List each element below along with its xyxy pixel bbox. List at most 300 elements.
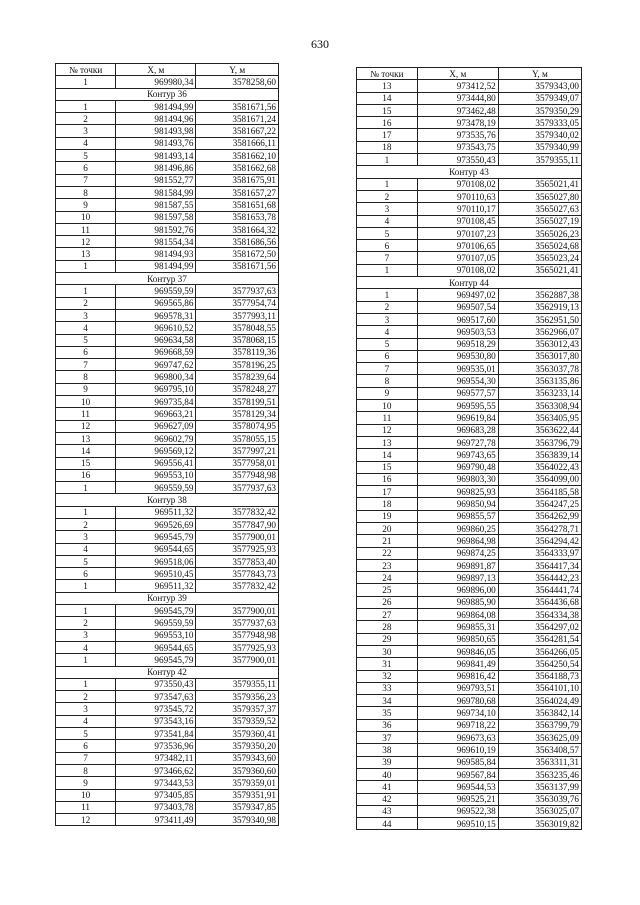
y-coordinate-cell: 3581666,11 — [196, 137, 279, 149]
point-number-cell: 10 — [56, 789, 116, 801]
y-coordinate-cell: 3579340,02 — [498, 129, 581, 141]
y-coordinate-cell: 3581657,27 — [196, 186, 279, 198]
point-number-cell: 20 — [357, 522, 418, 534]
x-coordinate-cell: 969663,21 — [116, 408, 196, 420]
point-number-cell: 1 — [56, 100, 116, 112]
y-coordinate-cell: 3581662,10 — [196, 150, 279, 162]
x-coordinate-cell: 970108,45 — [417, 215, 498, 227]
point-number-cell: 16 — [56, 469, 116, 481]
x-coordinate-cell: 969511,32 — [116, 580, 196, 592]
point-number-cell: 4 — [357, 326, 418, 338]
x-coordinate-cell: 969800,34 — [116, 371, 196, 383]
y-coordinate-cell: 3581671,56 — [196, 260, 279, 272]
table-row — [56, 457, 279, 469]
point-number-cell: 4 — [357, 215, 418, 227]
y-coordinate-cell: 3581671,24 — [196, 113, 279, 125]
x-coordinate-cell: 981493,76 — [116, 137, 196, 149]
x-coordinate-cell: 969510,15 — [417, 818, 498, 830]
table-row — [357, 104, 582, 116]
point-number-cell: 35 — [357, 707, 418, 719]
section-header-row — [357, 277, 582, 289]
table-row — [56, 100, 279, 112]
point-number-cell: 10 — [56, 211, 116, 223]
x-coordinate-cell: 969747,62 — [116, 359, 196, 371]
table-row — [56, 641, 279, 653]
table-row — [56, 199, 279, 211]
x-coordinate-cell: 969507,54 — [417, 301, 498, 313]
y-coordinate-cell: 3563839,14 — [498, 449, 581, 461]
x-coordinate-cell: 970110,17 — [417, 203, 498, 215]
x-coordinate-cell: 969891,87 — [417, 559, 498, 571]
table-row — [357, 609, 582, 621]
point-number-cell: 13 — [357, 436, 418, 448]
table-row — [357, 264, 582, 276]
table-row — [56, 285, 279, 297]
table-row — [56, 568, 279, 580]
point-number-cell: 13 — [357, 80, 418, 92]
y-coordinate-cell: 3578048,55 — [196, 322, 279, 334]
x-coordinate-cell: 969556,41 — [116, 457, 196, 469]
y-coordinate-cell: 3577958,01 — [196, 457, 279, 469]
x-coordinate-cell: 969850,65 — [417, 633, 498, 645]
point-number-cell: 5 — [357, 227, 418, 239]
x-coordinate-cell: 981597,58 — [116, 211, 196, 223]
y-coordinate-cell: 3563842,14 — [498, 707, 581, 719]
table-row — [56, 469, 279, 481]
y-coordinate-cell: 3579359,52 — [196, 715, 279, 727]
x-coordinate-cell: 969855,57 — [417, 510, 498, 522]
table-row — [357, 227, 582, 239]
x-coordinate-cell: 969850,94 — [417, 498, 498, 510]
y-coordinate-cell: 3579357,37 — [196, 703, 279, 715]
x-coordinate-cell: 969795,10 — [116, 383, 196, 395]
table-row — [357, 818, 582, 830]
table-row — [357, 190, 582, 202]
x-coordinate-cell: 969735,84 — [116, 396, 196, 408]
table-row — [56, 162, 279, 174]
point-number-cell: 39 — [357, 756, 418, 768]
x-coordinate-cell: 973547,63 — [116, 691, 196, 703]
y-coordinate-cell: 3581672,50 — [196, 248, 279, 260]
y-coordinate-cell: 3563625,09 — [498, 732, 581, 744]
y-coordinate-cell: 3565021,41 — [498, 264, 581, 276]
table-row — [357, 400, 582, 412]
y-coordinate-cell: 3565027,80 — [498, 190, 581, 202]
point-number-cell: 1 — [56, 482, 116, 494]
x-coordinate-cell: 969559,59 — [116, 482, 196, 494]
point-number-cell: 8 — [357, 375, 418, 387]
point-number-cell: 12 — [56, 236, 116, 248]
y-coordinate-cell: 3563308,94 — [498, 400, 581, 412]
table-row — [56, 359, 279, 371]
point-number-header: № точки — [56, 64, 116, 76]
point-number-cell: 17 — [357, 129, 418, 141]
table-row — [56, 715, 279, 727]
table-row — [357, 559, 582, 571]
x-coordinate-cell: 969518,29 — [417, 338, 498, 350]
point-number-cell: 29 — [357, 633, 418, 645]
y-coordinate-cell: 3581651,68 — [196, 199, 279, 211]
coordinates-table-right — [356, 67, 582, 830]
y-coordinate-cell: 3579360,41 — [196, 728, 279, 740]
y-coordinate-cell: 3564185,58 — [498, 486, 581, 498]
y-coordinate-cell: 3581664,32 — [196, 223, 279, 235]
x-coordinate-cell: 969734,10 — [417, 707, 498, 719]
y-coordinate-cell: 3564188,73 — [498, 670, 581, 682]
x-coordinate-cell: 970108,02 — [417, 178, 498, 190]
point-number-cell: 7 — [56, 174, 116, 186]
point-number-cell: 5 — [56, 555, 116, 567]
y-coordinate-cell: 3563622,44 — [498, 424, 581, 436]
point-number-cell: 33 — [357, 682, 418, 694]
x-coordinate-cell: 969567,84 — [417, 768, 498, 780]
x-coordinate-header: X, м — [417, 68, 498, 80]
x-coordinate-cell: 970107,05 — [417, 252, 498, 264]
table-row — [357, 682, 582, 694]
y-coordinate-cell: 3564022,43 — [498, 461, 581, 473]
x-coordinate-cell: 973535,76 — [417, 129, 498, 141]
table-row — [56, 248, 279, 260]
x-coordinate-cell: 973550,43 — [116, 678, 196, 690]
y-coordinate-cell: 3564436,68 — [498, 596, 581, 608]
x-coordinate-cell: 969864,98 — [417, 535, 498, 547]
section-title: Контур 36 — [56, 88, 279, 100]
table-row — [56, 150, 279, 162]
table-row — [56, 580, 279, 592]
x-coordinate-cell: 969864,08 — [417, 609, 498, 621]
x-coordinate-cell: 969885,90 — [417, 596, 498, 608]
y-coordinate-cell: 3563235,46 — [498, 768, 581, 780]
point-number-cell: 11 — [56, 223, 116, 235]
point-number-cell: 15 — [357, 461, 418, 473]
y-coordinate-cell: 3563408,57 — [498, 744, 581, 756]
table-row — [357, 363, 582, 375]
point-number-cell: 14 — [357, 449, 418, 461]
y-coordinate-cell: 3563799,79 — [498, 719, 581, 731]
y-coordinate-cell: 3564099,00 — [498, 473, 581, 485]
section-header-row — [56, 666, 279, 678]
y-coordinate-cell: 3579340,98 — [196, 814, 279, 826]
x-coordinate-cell: 981494,93 — [116, 248, 196, 260]
table-row — [357, 289, 582, 301]
y-coordinate-cell: 3565026,23 — [498, 227, 581, 239]
table-row — [56, 445, 279, 457]
y-coordinate-cell: 3577937,63 — [196, 285, 279, 297]
point-number-cell: 9 — [56, 383, 116, 395]
point-number-cell: 32 — [357, 670, 418, 682]
table-row — [357, 80, 582, 92]
point-number-cell: 13 — [56, 248, 116, 260]
table-row — [357, 707, 582, 719]
y-coordinate-cell: 3564281,54 — [498, 633, 581, 645]
y-coordinate-cell: 3579343,00 — [498, 80, 581, 92]
x-coordinate-cell: 973405,85 — [116, 789, 196, 801]
x-coordinate-cell: 981493,98 — [116, 125, 196, 137]
table-row — [56, 506, 279, 518]
table-row — [357, 572, 582, 584]
table-row — [357, 326, 582, 338]
table-row — [357, 486, 582, 498]
y-coordinate-cell: 3562951,50 — [498, 313, 581, 325]
y-coordinate-cell: 3564441,74 — [498, 584, 581, 596]
y-coordinate-cell: 3577900,01 — [196, 605, 279, 617]
y-coordinate-cell: 3577847,90 — [196, 518, 279, 530]
x-coordinate-cell: 969619,84 — [417, 412, 498, 424]
x-coordinate-cell: 969627,09 — [116, 420, 196, 432]
x-coordinate-cell: 981584,99 — [116, 186, 196, 198]
y-coordinate-cell: 3581686,56 — [196, 236, 279, 248]
table-row — [56, 211, 279, 223]
table-row — [357, 793, 582, 805]
table-row — [56, 605, 279, 617]
point-number-cell: 8 — [56, 764, 116, 776]
x-coordinate-cell: 969559,59 — [116, 617, 196, 629]
point-number-cell: 44 — [357, 818, 418, 830]
table-row — [56, 555, 279, 567]
y-coordinate-cell: 3579356,23 — [196, 691, 279, 703]
y-coordinate-cell: 3579351,91 — [196, 789, 279, 801]
y-coordinate-cell: 3577948,98 — [196, 629, 279, 641]
x-coordinate-cell: 969683,28 — [417, 424, 498, 436]
y-coordinate-cell: 3563135,86 — [498, 375, 581, 387]
point-number-cell: 6 — [56, 740, 116, 752]
table-row — [56, 764, 279, 776]
section-title: Контур 42 — [56, 666, 279, 678]
y-coordinate-cell: 3577853,40 — [196, 555, 279, 567]
table-row — [56, 691, 279, 703]
point-number-cell: 2 — [56, 617, 116, 629]
point-number-cell: 11 — [56, 801, 116, 813]
table-row — [357, 252, 582, 264]
x-coordinate-cell: 969517,60 — [417, 313, 498, 325]
point-number-cell: 22 — [357, 547, 418, 559]
point-number-cell: 8 — [56, 186, 116, 198]
section-header-row — [56, 273, 279, 285]
y-coordinate-cell: 3578074,95 — [196, 420, 279, 432]
x-coordinate-cell: 969535,01 — [417, 363, 498, 375]
point-number-cell: 3 — [56, 629, 116, 641]
point-number-cell: 1 — [56, 76, 116, 88]
x-coordinate-cell: 969553,10 — [116, 629, 196, 641]
x-coordinate-cell: 969634,58 — [116, 334, 196, 346]
table-row — [56, 76, 279, 88]
table-row — [357, 658, 582, 670]
point-number-cell: 1 — [56, 654, 116, 666]
x-coordinate-cell: 969855,31 — [417, 621, 498, 633]
y-coordinate-cell: 3577832,42 — [196, 506, 279, 518]
y-coordinate-cell: 3579333,05 — [498, 117, 581, 129]
y-coordinate-cell: 3563233,14 — [498, 387, 581, 399]
y-coordinate-cell: 3577937,63 — [196, 617, 279, 629]
y-coordinate-cell: 3579343,60 — [196, 752, 279, 764]
x-coordinate-cell: 970108,02 — [417, 264, 498, 276]
point-number-cell: 31 — [357, 658, 418, 670]
x-coordinate-cell: 969503,53 — [417, 326, 498, 338]
point-number-cell: 8 — [56, 371, 116, 383]
y-coordinate-cell: 3565023,24 — [498, 252, 581, 264]
x-coordinate-cell: 969525,21 — [417, 793, 498, 805]
table-row — [357, 412, 582, 424]
table-row — [56, 260, 279, 272]
point-number-cell: 1 — [357, 289, 418, 301]
point-number-cell: 6 — [56, 162, 116, 174]
section-title: Контур 43 — [357, 166, 582, 178]
y-coordinate-cell: 3578129,34 — [196, 408, 279, 420]
y-coordinate-cell: 3564262,99 — [498, 510, 581, 522]
table-row — [357, 522, 582, 534]
table-row — [56, 789, 279, 801]
x-coordinate-cell: 981587,55 — [116, 199, 196, 211]
y-coordinate-cell: 3581671,56 — [196, 100, 279, 112]
point-number-cell: 41 — [357, 781, 418, 793]
y-coordinate-cell: 3562887,38 — [498, 289, 581, 301]
x-coordinate-cell: 969673,63 — [417, 732, 498, 744]
point-number-cell: 11 — [56, 408, 116, 420]
point-number-cell: 1 — [56, 678, 116, 690]
point-number-cell: 5 — [357, 338, 418, 350]
point-number-cell: 12 — [56, 814, 116, 826]
point-number-cell: 3 — [56, 531, 116, 543]
point-number-cell: 7 — [56, 359, 116, 371]
table-row — [357, 117, 582, 129]
point-number-cell: 38 — [357, 744, 418, 756]
point-number-cell: 15 — [357, 104, 418, 116]
point-number-cell: 23 — [357, 559, 418, 571]
table-row — [56, 297, 279, 309]
table-row — [357, 695, 582, 707]
x-coordinate-cell: 981493,14 — [116, 150, 196, 162]
x-coordinate-cell: 969803,30 — [417, 473, 498, 485]
y-coordinate-cell: 3564442,23 — [498, 572, 581, 584]
point-number-cell: 12 — [56, 420, 116, 432]
point-number-cell: 42 — [357, 793, 418, 805]
page-number: 630 — [311, 37, 329, 51]
table-row — [357, 178, 582, 190]
x-coordinate-cell: 969602,79 — [116, 432, 196, 444]
x-coordinate-cell: 973444,80 — [417, 92, 498, 104]
x-coordinate-cell: 969793,51 — [417, 682, 498, 694]
x-coordinate-cell: 981494,99 — [116, 100, 196, 112]
point-number-cell: 2 — [56, 691, 116, 703]
table-row — [56, 801, 279, 813]
table-row — [357, 436, 582, 448]
y-coordinate-cell: 3577925,93 — [196, 543, 279, 555]
x-coordinate-cell: 969610,19 — [417, 744, 498, 756]
y-coordinate-cell: 3564334,38 — [498, 609, 581, 621]
x-coordinate-cell: 969544,65 — [116, 641, 196, 653]
y-coordinate-cell: 3563019,82 — [498, 818, 581, 830]
point-number-cell: 1 — [56, 506, 116, 518]
point-number-cell: 1 — [357, 154, 418, 166]
table-row — [357, 744, 582, 756]
table-row — [357, 781, 582, 793]
y-coordinate-cell: 3564417,34 — [498, 559, 581, 571]
y-coordinate-cell: 3579350,29 — [498, 104, 581, 116]
x-coordinate-cell: 969578,31 — [116, 309, 196, 321]
point-number-cell: 4 — [56, 137, 116, 149]
x-coordinate-cell: 973543,16 — [116, 715, 196, 727]
point-number-cell: 17 — [357, 486, 418, 498]
table-row — [56, 396, 279, 408]
section-title: Контур 38 — [56, 494, 279, 506]
point-number-cell: 1 — [56, 285, 116, 297]
table-row — [357, 375, 582, 387]
point-number-cell: 1 — [357, 178, 418, 190]
table-row — [357, 596, 582, 608]
y-coordinate-cell: 3563796,79 — [498, 436, 581, 448]
point-number-cell: 10 — [56, 396, 116, 408]
header-row — [357, 68, 582, 80]
point-number-cell: 3 — [56, 125, 116, 137]
table-row — [357, 141, 582, 153]
table-row — [357, 645, 582, 657]
x-coordinate-cell: 969595,55 — [417, 400, 498, 412]
x-coordinate-cell: 969553,10 — [116, 469, 196, 481]
table-row — [56, 322, 279, 334]
point-number-cell: 43 — [357, 805, 418, 817]
x-coordinate-cell: 969577,57 — [417, 387, 498, 399]
y-coordinate-cell: 3579360,60 — [196, 764, 279, 776]
y-coordinate-header: Y, м — [498, 68, 581, 80]
table-row — [56, 814, 279, 826]
table-row — [56, 703, 279, 715]
y-coordinate-cell: 3579349,07 — [498, 92, 581, 104]
x-coordinate-cell: 981554,34 — [116, 236, 196, 248]
table-row — [56, 777, 279, 789]
x-coordinate-cell: 969559,59 — [116, 285, 196, 297]
x-coordinate-cell: 969897,13 — [417, 572, 498, 584]
point-number-cell: 2 — [357, 301, 418, 313]
point-number-cell: 27 — [357, 609, 418, 621]
y-coordinate-cell: 3581662,68 — [196, 162, 279, 174]
table-row — [56, 420, 279, 432]
y-coordinate-cell: 3577997,21 — [196, 445, 279, 457]
table-row — [56, 518, 279, 530]
point-number-cell: 4 — [56, 715, 116, 727]
x-coordinate-cell: 973411,49 — [116, 814, 196, 826]
point-number-cell: 9 — [56, 777, 116, 789]
x-coordinate-cell: 973482,11 — [116, 752, 196, 764]
table-row — [56, 223, 279, 235]
x-coordinate-cell: 973536,96 — [116, 740, 196, 752]
y-coordinate-cell: 3578119,36 — [196, 346, 279, 358]
point-number-cell: 12 — [357, 424, 418, 436]
x-coordinate-cell: 969790,48 — [417, 461, 498, 473]
y-coordinate-cell: 3565021,41 — [498, 178, 581, 190]
x-coordinate-cell: 969497,02 — [417, 289, 498, 301]
table-row — [56, 678, 279, 690]
table-row — [357, 498, 582, 510]
point-number-cell: 6 — [357, 240, 418, 252]
x-coordinate-cell: 973541,84 — [116, 728, 196, 740]
section-header-row — [357, 166, 582, 178]
point-number-cell: 2 — [56, 518, 116, 530]
x-coordinate-cell: 969544,65 — [116, 543, 196, 555]
y-coordinate-cell: 3578055,15 — [196, 432, 279, 444]
y-coordinate-cell: 3562966,07 — [498, 326, 581, 338]
point-number-cell: 15 — [56, 457, 116, 469]
x-coordinate-cell: 969526,69 — [116, 518, 196, 530]
point-number-cell: 7 — [56, 752, 116, 764]
table-row — [357, 240, 582, 252]
x-coordinate-cell: 973403,78 — [116, 801, 196, 813]
y-coordinate-cell: 3563025,07 — [498, 805, 581, 817]
y-coordinate-cell: 3565027,63 — [498, 203, 581, 215]
table-row — [357, 313, 582, 325]
x-coordinate-header: X, м — [116, 64, 196, 76]
x-coordinate-cell: 973466,62 — [116, 764, 196, 776]
x-coordinate-cell: 969565,86 — [116, 297, 196, 309]
